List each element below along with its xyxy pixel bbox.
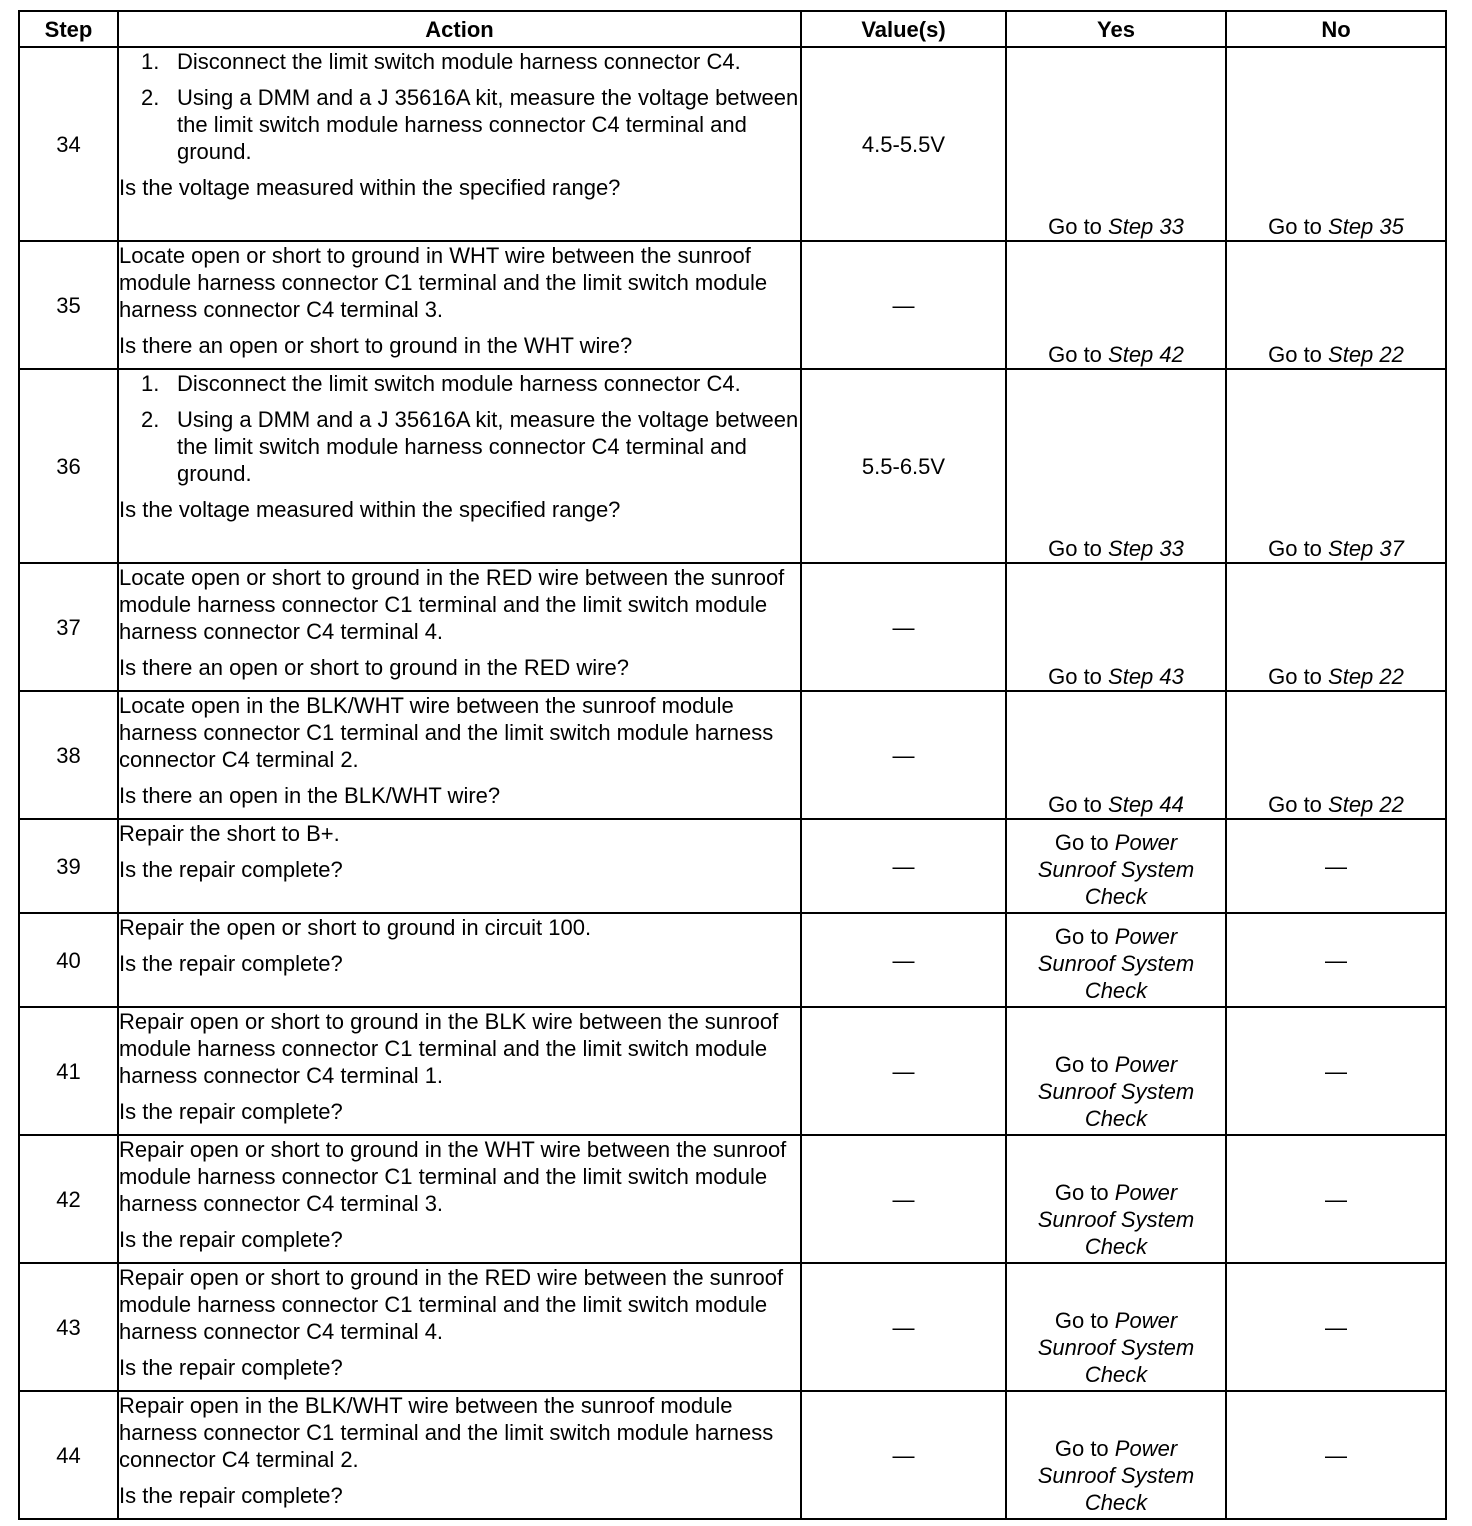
no-cell [1226,563,1446,691]
action-text: Repair open in the BLK/WHT wire between the sunroof module harness connector C1 terminal and the limit switch module harness connector C4 terminal 2. [119,1393,774,1472]
step-number: 35 [19,241,118,369]
action-cell [118,1263,801,1391]
action-text: Locate open or short to ground in WHT wire between the sunroof module harness connector C1 terminal and the limit switch module harness connector C4 terminal 3. [119,243,768,322]
table-row [19,241,1446,369]
yes-goto-prefix: Go to [1054,1308,1115,1333]
value-cell: — [801,819,1006,913]
action-cell [118,563,801,691]
value-cell: — [801,691,1006,819]
yes-goto-target[interactable]: Power Sunroof System Check [1037,830,1195,909]
yes-goto-prefix: Go to [1048,664,1109,689]
yes-goto-target[interactable]: Step 44 [1108,792,1184,817]
action-step-text: Using a DMM and a J 35616A kit, measure the voltage between the limit switch module harness connector C4 terminal and ground. [177,407,799,486]
action-question: Is the voltage measured within the specified range? [119,497,621,522]
yes-goto-prefix: Go to [1048,214,1109,239]
yes-cell [1006,1263,1226,1391]
action-step-list [119,48,800,165]
table-row [19,563,1446,691]
yes-cell [1006,563,1226,691]
yes-goto-prefix: Go to [1054,924,1115,949]
action-step-number: 1. [141,49,160,74]
action-question: Is the repair complete? [119,857,343,882]
action-question: Is the voltage measured within the specified range? [119,175,621,200]
table-row [19,1263,1446,1391]
action-text: Repair open or short to ground in the BLK wire between the sunroof module harness connector C1 terminal and the limit switch module harness connector C4 terminal 1. [119,1009,779,1088]
action-cell [118,1135,801,1263]
action-cell [118,819,801,913]
table-body [19,47,1446,1519]
action-cell [118,47,801,241]
yes-goto-target[interactable]: Power Sunroof System Check [1037,1308,1195,1387]
action-text: Repair the open or short to ground in circuit 100. [119,915,592,940]
diagnostic-table [18,10,1447,1520]
action-question: Is there an open or short to ground in the RED wire? [119,655,629,680]
value-cell: — [801,1263,1006,1391]
table-header-row [19,11,1446,47]
no-goto-target[interactable]: Step 35 [1328,214,1404,239]
step-number: 39 [19,819,118,913]
yes-goto-target[interactable]: Power Sunroof System Check [1037,1180,1195,1259]
action-cell [118,1007,801,1135]
no-cell [1226,47,1446,241]
action-question: Is the repair complete? [119,1099,343,1124]
yes-goto-target[interactable]: Power Sunroof System Check [1037,1052,1195,1131]
value-cell: — [801,913,1006,1007]
step-number: 42 [19,1135,118,1263]
no-cell [1226,241,1446,369]
yes-cell [1006,1391,1226,1519]
action-question: Is there an open or short to ground in the WHT wire? [119,333,633,358]
no-goto-prefix: Go to [1268,342,1329,367]
no-goto-prefix: Go to [1268,536,1329,561]
no-cell: — [1226,1135,1446,1263]
yes-cell [1006,47,1226,241]
yes-goto-prefix: Go to [1048,536,1109,561]
yes-cell [1006,1007,1226,1135]
action-step-number: 2. [141,85,160,110]
no-goto-target[interactable]: Step 37 [1328,536,1404,561]
action-step-item [119,406,800,487]
action-step-list [119,370,800,487]
action-cell [118,913,801,1007]
yes-cell [1006,1135,1226,1263]
action-step-item [119,48,800,75]
step-number: 38 [19,691,118,819]
action-step-number: 1. [141,371,160,396]
table-row [19,369,1446,563]
step-number: 44 [19,1391,118,1519]
table-row [19,1135,1446,1263]
value-cell: — [801,1135,1006,1263]
yes-goto-prefix: Go to [1054,1436,1115,1461]
yes-goto-target[interactable]: Step 33 [1108,214,1184,239]
header-step: Step [19,11,118,47]
action-question: Is the repair complete? [119,1227,343,1252]
table-row [19,691,1446,819]
action-text: Locate open or short to ground in the RED wire between the sunroof module harness connector C1 terminal and the limit switch module harness connector C4 terminal 4. [119,565,785,644]
action-question: Is the repair complete? [119,1483,343,1508]
value-cell: 4.5-5.5V [801,47,1006,241]
no-goto-prefix: Go to [1268,792,1329,817]
yes-goto-target[interactable]: Power Sunroof System Check [1037,1436,1195,1515]
table-row [19,1007,1446,1135]
no-goto-prefix: Go to [1268,664,1329,689]
step-number: 37 [19,563,118,691]
yes-goto-target[interactable]: Step 43 [1108,664,1184,689]
yes-goto-target[interactable]: Step 33 [1108,536,1184,561]
step-number: 36 [19,369,118,563]
yes-goto-prefix: Go to [1054,830,1115,855]
no-cell: — [1226,1263,1446,1391]
value-cell: 5.5-6.5V [801,369,1006,563]
step-number: 43 [19,1263,118,1391]
action-question: Is the repair complete? [119,1355,343,1380]
table-row [19,47,1446,241]
no-cell: — [1226,913,1446,1007]
header-no: No [1226,11,1446,47]
table-row [19,1391,1446,1519]
action-cell [118,691,801,819]
action-question: Is there an open in the BLK/WHT wire? [119,783,501,808]
value-cell: — [801,563,1006,691]
action-text: Repair open or short to ground in the RED wire between the sunroof module harness connector C1 terminal and the limit switch module harness connector C4 terminal 4. [119,1265,784,1344]
yes-goto-prefix: Go to [1054,1052,1115,1077]
value-cell: — [801,241,1006,369]
no-cell: — [1226,819,1446,913]
value-cell: — [801,1391,1006,1519]
action-cell [118,241,801,369]
action-text: Repair open or short to ground in the WHT wire between the sunroof module harness connector C1 terminal and the limit switch module harness connector C4 terminal 3. [119,1137,787,1216]
value-cell: — [801,1007,1006,1135]
no-cell: — [1226,1391,1446,1519]
action-step-item [119,370,800,397]
action-text: Locate open in the BLK/WHT wire between the sunroof module harness connector C1 terminal and the limit switch module harness connector C4 terminal 2. [119,693,774,772]
yes-cell [1006,369,1226,563]
action-cell [118,1391,801,1519]
action-step-number: 2. [141,407,160,432]
no-cell [1226,369,1446,563]
step-number: 34 [19,47,118,241]
no-goto-target[interactable]: Step 22 [1328,664,1404,689]
action-text: Repair the short to B+. [119,821,340,846]
yes-goto-prefix: Go to [1054,1180,1115,1205]
header-yes: Yes [1006,11,1226,47]
yes-cell [1006,819,1226,913]
action-step-text: Disconnect the limit switch module harness connector C4. [177,371,741,396]
no-cell [1226,691,1446,819]
yes-cell [1006,691,1226,819]
yes-goto-prefix: Go to [1048,342,1109,367]
action-question: Is the repair complete? [119,951,343,976]
yes-goto-target[interactable]: Power Sunroof System Check [1037,924,1195,1003]
header-values: Value(s) [801,11,1006,47]
no-cell: — [1226,1007,1446,1135]
no-goto-target[interactable]: Step 22 [1328,792,1404,817]
no-goto-prefix: Go to [1268,214,1329,239]
table-row [19,913,1446,1007]
header-action: Action [118,11,801,47]
step-number: 40 [19,913,118,1007]
yes-goto-prefix: Go to [1048,792,1109,817]
step-number: 41 [19,1007,118,1135]
action-step-text: Disconnect the limit switch module harness connector C4. [177,49,741,74]
no-goto-target[interactable]: Step 22 [1328,342,1404,367]
action-step-item [119,84,800,165]
yes-cell [1006,241,1226,369]
action-cell [118,369,801,563]
action-step-text: Using a DMM and a J 35616A kit, measure the voltage between the limit switch module harness connector C4 terminal and ground. [177,85,799,164]
yes-goto-target[interactable]: Step 42 [1108,342,1184,367]
yes-cell [1006,913,1226,1007]
table-row [19,819,1446,913]
